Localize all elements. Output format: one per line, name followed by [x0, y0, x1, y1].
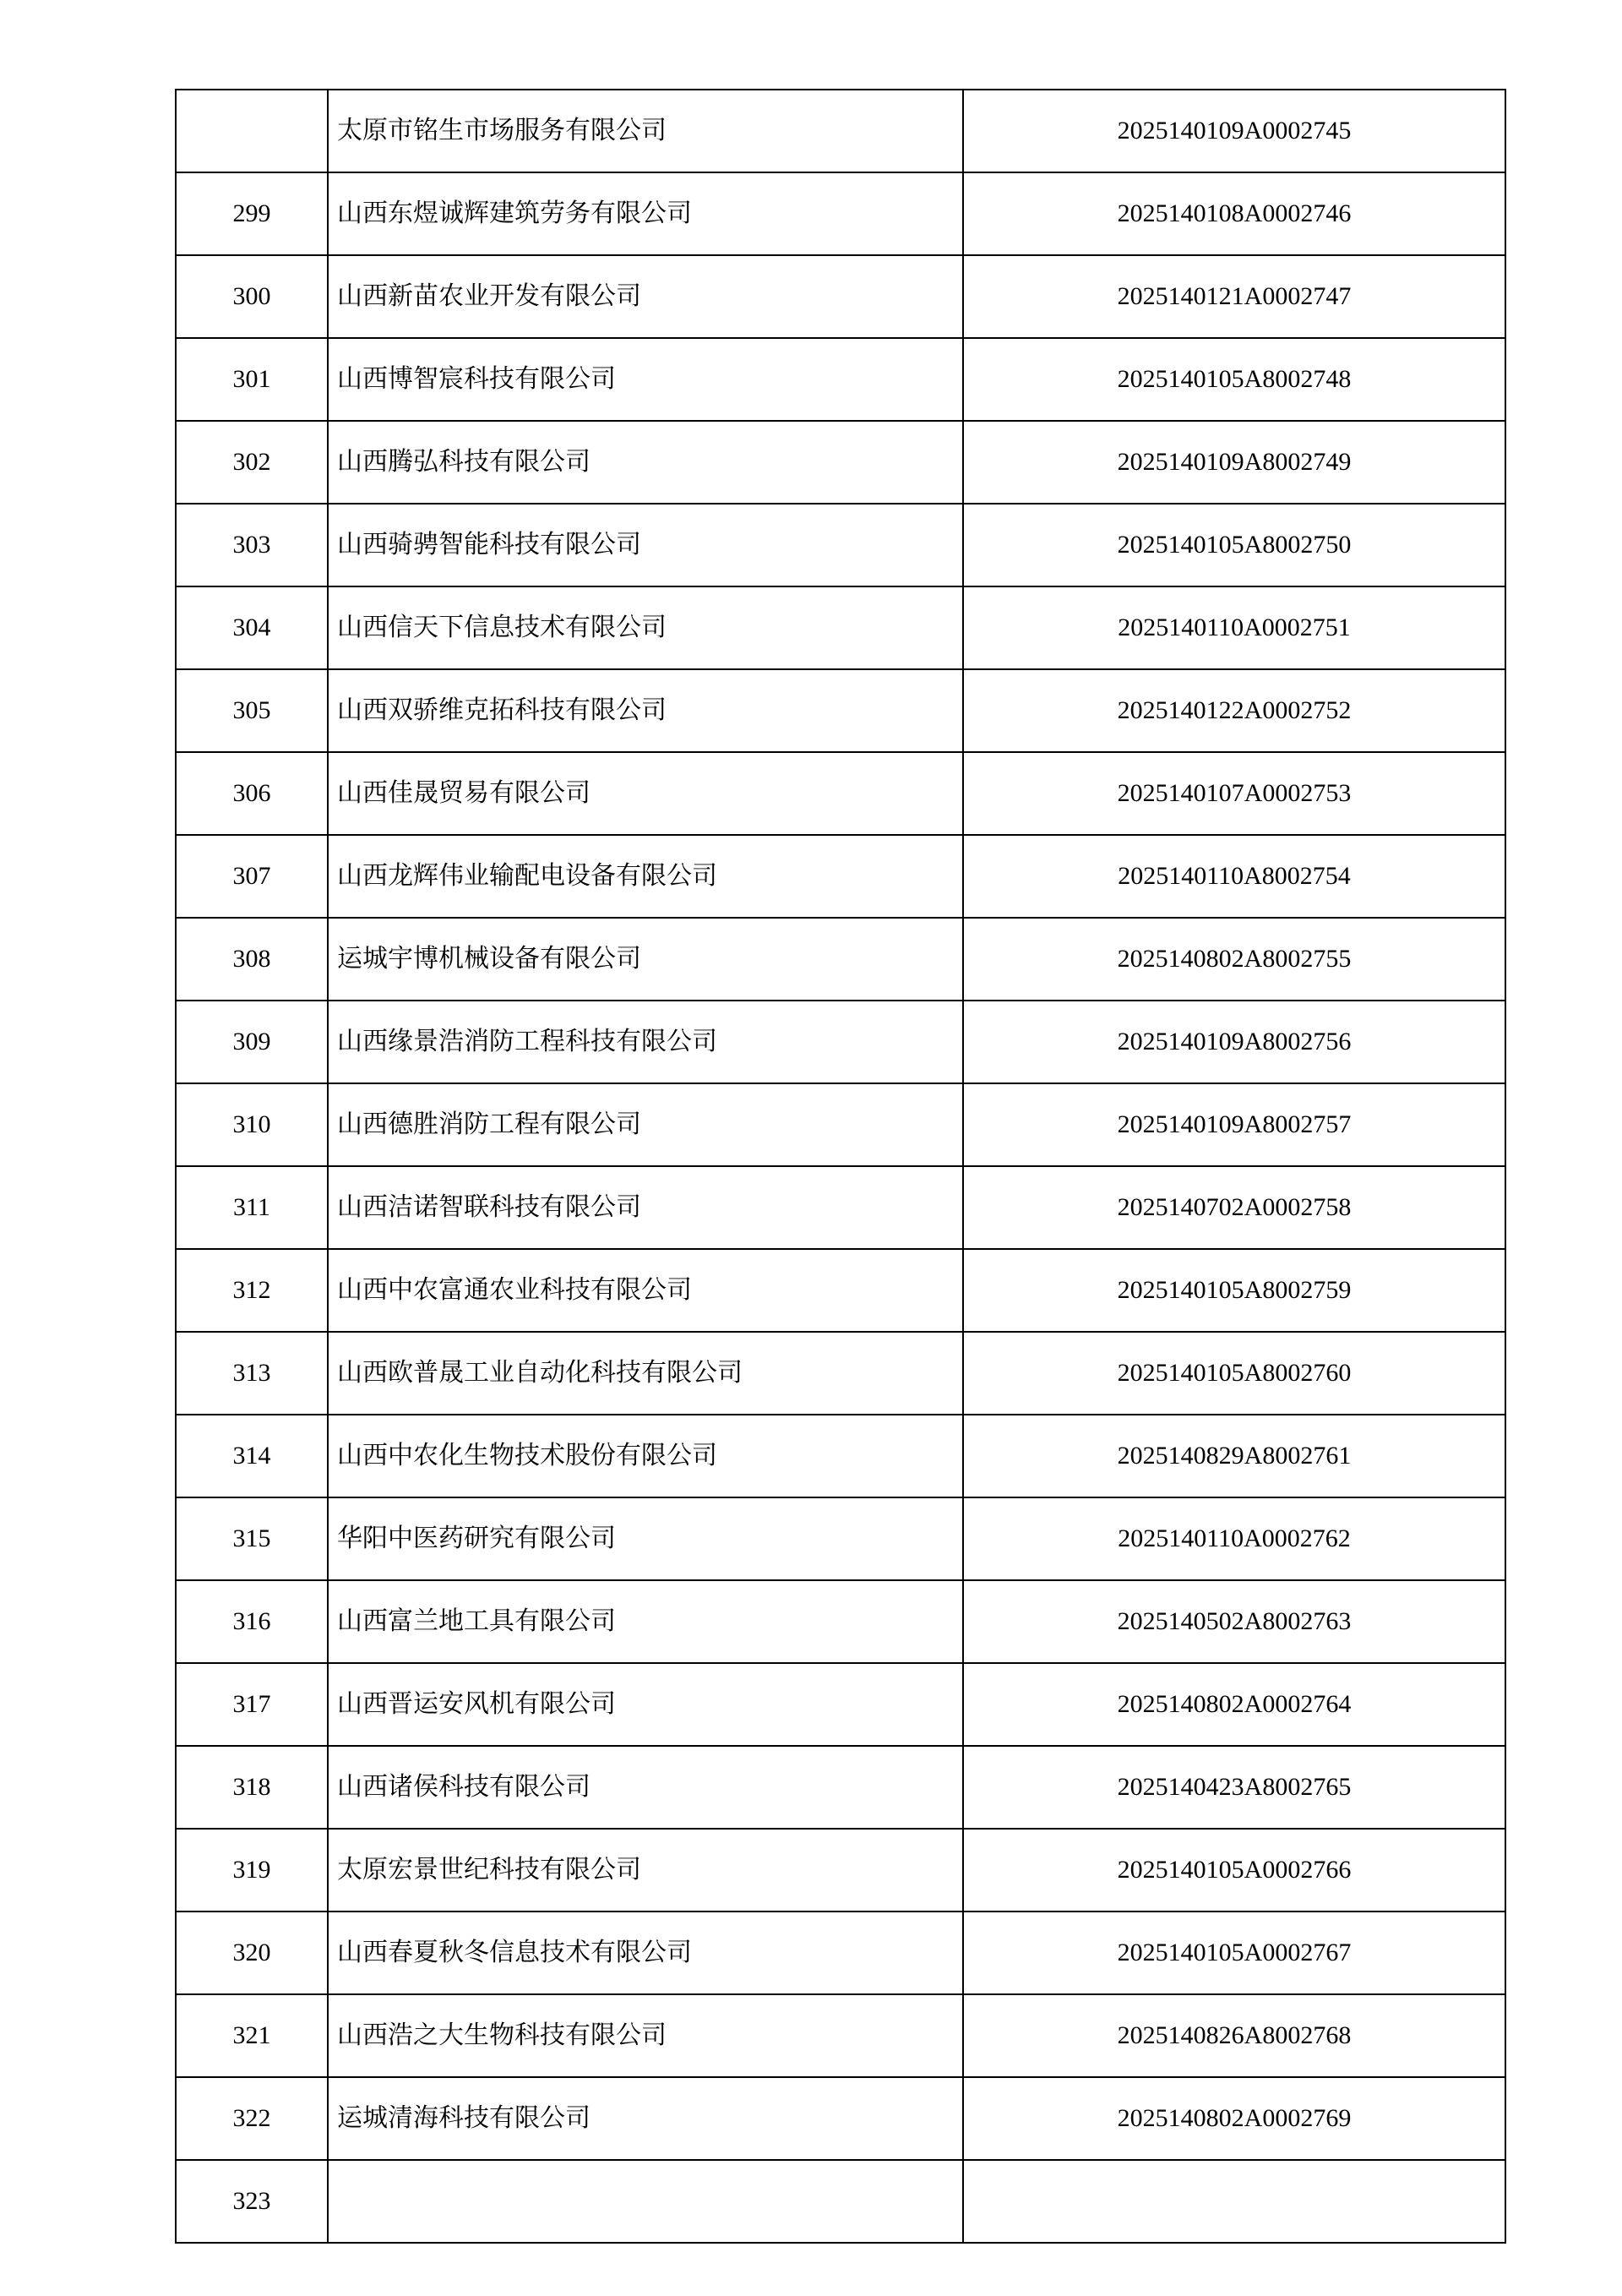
registration-code-cell: 2025140121A0002747 — [963, 255, 1505, 338]
table-row — [176, 504, 1505, 586]
row-index-cell: 299 — [176, 172, 328, 255]
company-name-cell: 山西中农化生物技术股份有限公司 — [328, 1415, 963, 1497]
row-index-cell: 309 — [176, 1001, 328, 1083]
row-index-cell: 311 — [176, 1166, 328, 1249]
row-index-cell: 303 — [176, 504, 328, 586]
company-name-cell: 山西双骄维克拓科技有限公司 — [328, 669, 963, 752]
company-name-cell: 山西龙辉伟业输配电设备有限公司 — [328, 835, 963, 918]
table-row — [176, 1001, 1505, 1083]
company-name-cell: 山西中农富通农业科技有限公司 — [328, 1249, 963, 1332]
registration-code-cell: 2025140105A8002750 — [963, 504, 1505, 586]
registration-code-cell: 2025140105A0002767 — [963, 1912, 1505, 1994]
registration-code-cell: 2025140802A0002764 — [963, 1663, 1505, 1746]
table-row — [176, 421, 1505, 504]
company-name-cell: 山西晋运安风机有限公司 — [328, 1663, 963, 1746]
registration-code-cell: 2025140802A0002769 — [963, 2077, 1505, 2160]
table-row — [176, 1166, 1505, 1249]
table-row — [176, 1746, 1505, 1829]
table-row — [176, 586, 1505, 669]
company-name-cell: 山西德胜消防工程有限公司 — [328, 1083, 963, 1166]
company-name-cell — [328, 2160, 963, 2243]
table-row — [176, 1083, 1505, 1166]
table-row — [176, 172, 1505, 255]
row-index-cell: 307 — [176, 835, 328, 918]
registration-code-cell: 2025140702A0002758 — [963, 1166, 1505, 1249]
registration-code-cell: 2025140502A8002763 — [963, 1580, 1505, 1663]
registration-code-cell: 2025140108A0002746 — [963, 172, 1505, 255]
registration-code-cell: 2025140110A0002751 — [963, 586, 1505, 669]
registration-code-cell: 2025140122A0002752 — [963, 669, 1505, 752]
row-index-cell: 318 — [176, 1746, 328, 1829]
row-index-cell: 304 — [176, 586, 328, 669]
row-index-cell: 314 — [176, 1415, 328, 1497]
company-name-cell: 运城宇博机械设备有限公司 — [328, 918, 963, 1001]
registration-code-cell: 2025140109A8002757 — [963, 1083, 1505, 1166]
company-name-cell: 山西富兰地工具有限公司 — [328, 1580, 963, 1663]
registration-code-cell: 2025140829A8002761 — [963, 1415, 1505, 1497]
registration-code-cell: 2025140105A0002766 — [963, 1829, 1505, 1912]
table-row — [176, 90, 1505, 172]
registration-code-cell: 2025140109A0002745 — [963, 90, 1505, 172]
table-row — [176, 1580, 1505, 1663]
company-name-cell: 山西浩之大生物科技有限公司 — [328, 1994, 963, 2077]
row-index-cell: 323 — [176, 2160, 328, 2243]
company-name-cell: 山西骑骋智能科技有限公司 — [328, 504, 963, 586]
registration-code-cell: 2025140110A0002762 — [963, 1497, 1505, 1580]
table-row — [176, 2077, 1505, 2160]
registration-code-cell: 2025140109A8002756 — [963, 1001, 1505, 1083]
company-name-cell: 太原宏景世纪科技有限公司 — [328, 1829, 963, 1912]
company-name-cell: 山西诸侯科技有限公司 — [328, 1746, 963, 1829]
row-index-cell: 317 — [176, 1663, 328, 1746]
registration-code-cell — [963, 2160, 1505, 2243]
row-index-cell: 321 — [176, 1994, 328, 2077]
row-index-cell: 305 — [176, 669, 328, 752]
registration-code-cell: 2025140423A8002765 — [963, 1746, 1505, 1829]
registration-code-cell: 2025140105A8002748 — [963, 338, 1505, 421]
company-name-cell: 山西腾弘科技有限公司 — [328, 421, 963, 504]
registration-table-container — [175, 89, 1451, 2244]
table-row — [176, 1663, 1505, 1746]
table-row — [176, 1994, 1505, 2077]
company-name-cell: 山西佳晟贸易有限公司 — [328, 752, 963, 835]
table-row — [176, 1249, 1505, 1332]
company-name-cell: 山西洁诺智联科技有限公司 — [328, 1166, 963, 1249]
registration-code-cell: 2025140110A8002754 — [963, 835, 1505, 918]
company-name-cell: 太原市铭生市场服务有限公司 — [328, 90, 963, 172]
registration-code-cell: 2025140109A8002749 — [963, 421, 1505, 504]
table-row — [176, 1332, 1505, 1415]
row-index-cell: 301 — [176, 338, 328, 421]
row-index-cell: 300 — [176, 255, 328, 338]
row-index-cell: 308 — [176, 918, 328, 1001]
table-row — [176, 835, 1505, 918]
table-row — [176, 1415, 1505, 1497]
table-row — [176, 669, 1505, 752]
table-row — [176, 2160, 1505, 2243]
row-index-cell: 319 — [176, 1829, 328, 1912]
table-row — [176, 1912, 1505, 1994]
registration-code-cell: 2025140105A8002760 — [963, 1332, 1505, 1415]
row-index-cell: 313 — [176, 1332, 328, 1415]
registration-code-cell: 2025140107A0002753 — [963, 752, 1505, 835]
row-index-cell — [176, 90, 328, 172]
row-index-cell: 312 — [176, 1249, 328, 1332]
table-row — [176, 1829, 1505, 1912]
row-index-cell: 315 — [176, 1497, 328, 1580]
table-row — [176, 255, 1505, 338]
table-row — [176, 338, 1505, 421]
company-name-cell: 山西东煜诚辉建筑劳务有限公司 — [328, 172, 963, 255]
company-name-cell: 山西信天下信息技术有限公司 — [328, 586, 963, 669]
row-index-cell: 320 — [176, 1912, 328, 1994]
table-body — [176, 90, 1505, 2243]
company-name-cell: 运城清海科技有限公司 — [328, 2077, 963, 2160]
table-row — [176, 918, 1505, 1001]
row-index-cell: 322 — [176, 2077, 328, 2160]
company-name-cell: 山西新苗农业开发有限公司 — [328, 255, 963, 338]
company-name-cell: 山西博智宸科技有限公司 — [328, 338, 963, 421]
table-row — [176, 1497, 1505, 1580]
row-index-cell: 302 — [176, 421, 328, 504]
table-row — [176, 752, 1505, 835]
registration-table — [175, 89, 1506, 2244]
company-name-cell: 华阳中医药研究有限公司 — [328, 1497, 963, 1580]
row-index-cell: 316 — [176, 1580, 328, 1663]
company-name-cell: 山西欧普晟工业自动化科技有限公司 — [328, 1332, 963, 1415]
registration-code-cell: 2025140826A8002768 — [963, 1994, 1505, 2077]
registration-code-cell: 2025140105A8002759 — [963, 1249, 1505, 1332]
registration-code-cell: 2025140802A8002755 — [963, 918, 1505, 1001]
company-name-cell: 山西缘景浩消防工程科技有限公司 — [328, 1001, 963, 1083]
company-name-cell: 山西春夏秋冬信息技术有限公司 — [328, 1912, 963, 1994]
row-index-cell: 306 — [176, 752, 328, 835]
row-index-cell: 310 — [176, 1083, 328, 1166]
